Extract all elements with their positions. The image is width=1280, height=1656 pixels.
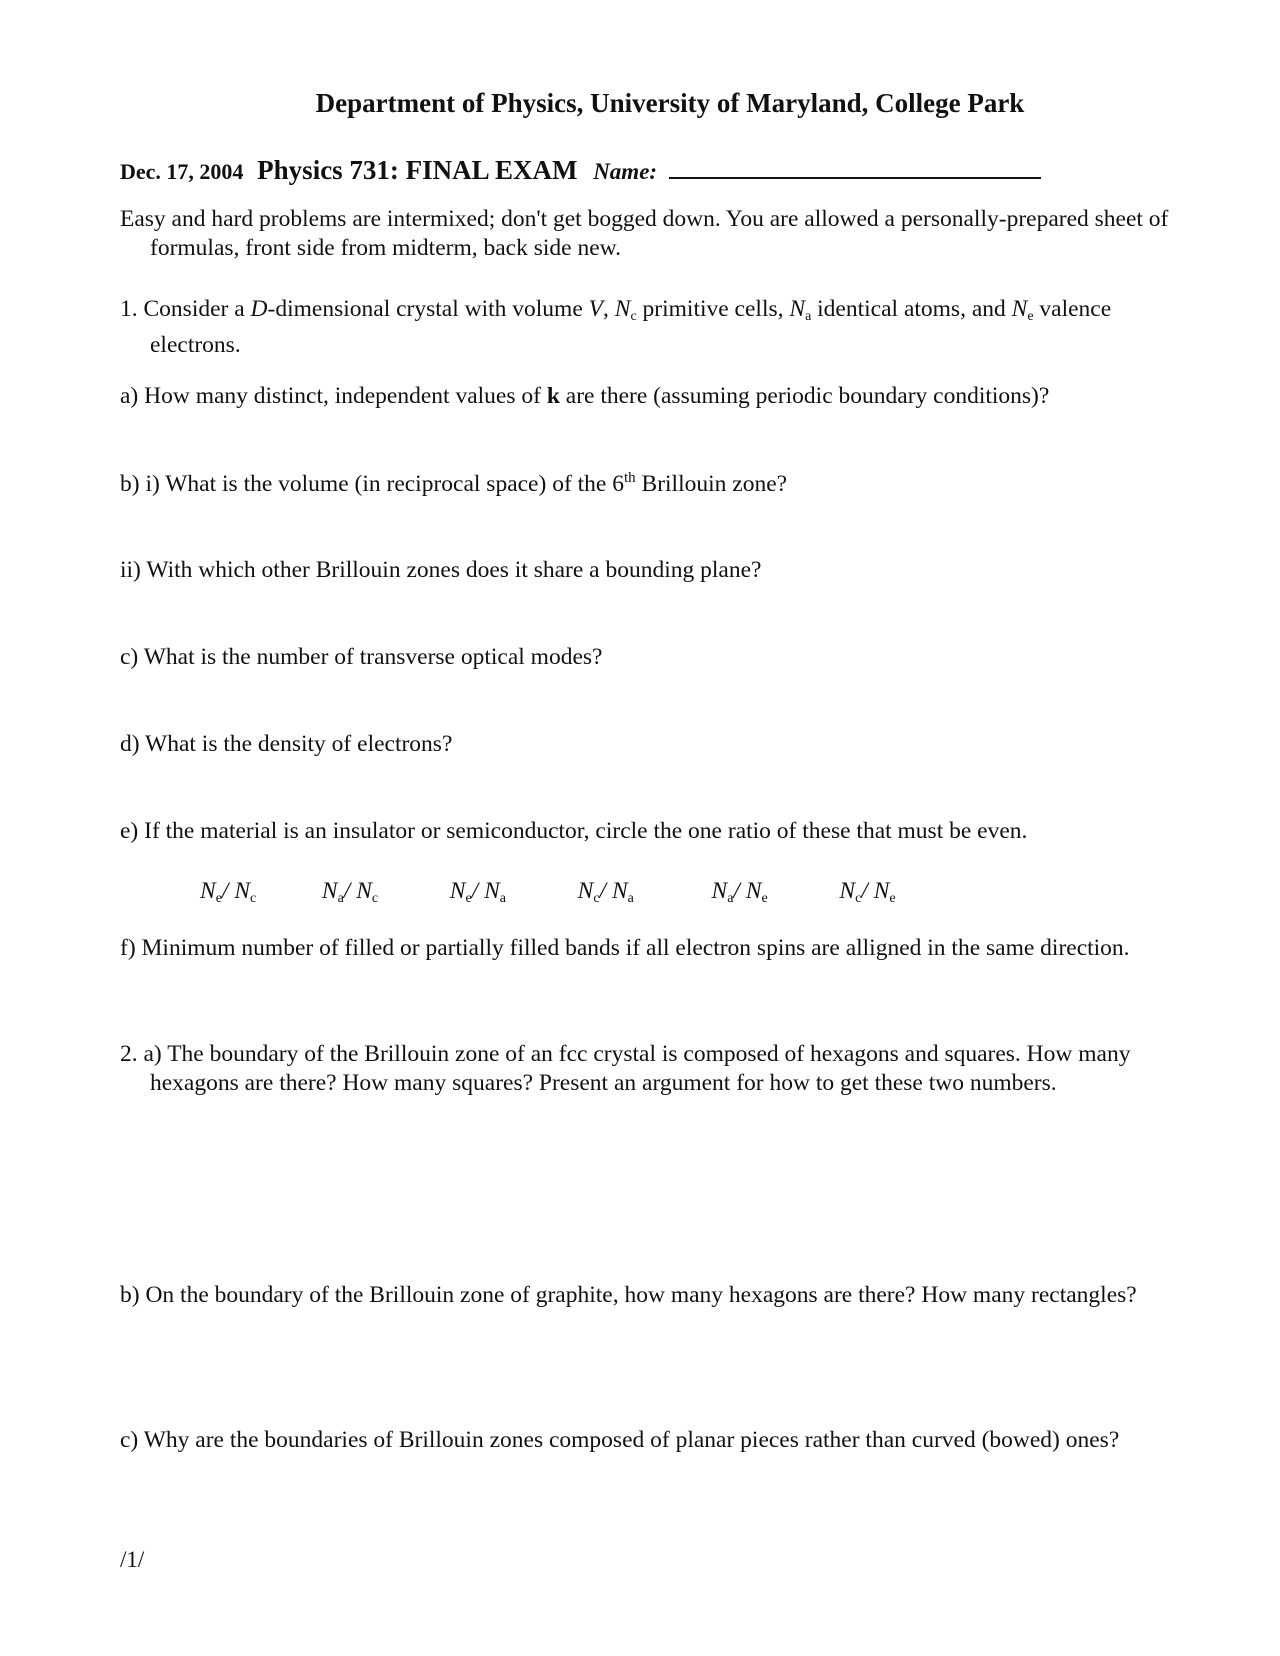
- ratio-numerator-subscript: e: [465, 891, 472, 906]
- ratio-denominator-subscript: a: [499, 891, 506, 906]
- ratio-denominator-subscript: a: [627, 891, 634, 906]
- ratio-denominator-subscript: e: [761, 891, 768, 906]
- question-1b-ii: ii) With which other Brillouin zones does it share a bounding plane?: [120, 557, 762, 583]
- ratio-denominator: N: [873, 878, 890, 904]
- question-2a: [120, 1040, 1270, 1098]
- problem-1-intro-line-2: electrons.: [150, 332, 241, 358]
- ratio-option[interactable]: [450, 878, 572, 907]
- var-V: V: [588, 296, 603, 322]
- ratio-numerator: N: [711, 878, 728, 904]
- text-segment: identical atoms, and: [811, 296, 1012, 322]
- ratio-slash: /: [599, 878, 612, 904]
- ratio-numerator-subscript: a: [337, 891, 344, 906]
- var-Na-subscript: a: [805, 309, 812, 324]
- var-Ne: N: [1011, 296, 1028, 322]
- problem-1-number: 1. Consider a: [120, 296, 251, 322]
- ratio-slash: /: [221, 878, 235, 904]
- course-title: Physics 731: FINAL EXAM: [257, 155, 578, 185]
- ratio-numerator-subscript: a: [727, 891, 734, 906]
- text-segment: ,: [603, 296, 615, 322]
- text-segment: valence: [1033, 296, 1112, 322]
- question-1e: e) If the material is an insulator or semiconductor, circle the one ratio of these that must be even.: [120, 818, 1028, 844]
- ratio-option[interactable]: [200, 878, 316, 907]
- ratio-numerator: N: [839, 878, 856, 904]
- ratio-slash: /: [733, 878, 746, 904]
- ratio-numerator-subscript: c: [855, 891, 862, 906]
- ordinal-superscript: th: [623, 470, 636, 486]
- text-segment: a) How many distinct, independent values of: [120, 383, 547, 409]
- exam-date: Dec. 17, 2004: [120, 159, 244, 184]
- ratio-option[interactable]: [322, 878, 444, 907]
- department-title: Department of Physics, University of Maryland, College Park: [315, 88, 1025, 118]
- text-segment: Brillouin zone?: [635, 471, 788, 497]
- question-2c: c) Why are the boundaries of Brillouin zones composed of planar pieces rather than curved (bowed) ones?: [120, 1427, 1120, 1453]
- ratio-slash: /: [861, 878, 874, 904]
- question-2b: b) On the boundary of the Brillouin zone of graphite, how many hexagons are there? How many rectangles?: [120, 1282, 1137, 1308]
- ratio-slash: /: [471, 878, 485, 904]
- name-blank-line: [669, 153, 1041, 179]
- ratio-option[interactable]: [712, 878, 834, 907]
- question-2a-line-1: 2. a) The boundary of the Brillouin zone of an fcc crystal is composed of hexagons and squares. How many: [120, 1041, 1131, 1067]
- problem-1-intro: [120, 295, 1270, 360]
- ratio-denominator: N: [356, 878, 372, 904]
- var-D: D: [250, 296, 268, 322]
- question-1f: f) Minimum number of filled or partially filled bands if all electron spins are alligned in the same direction.: [120, 935, 1130, 961]
- ratio-denominator-subscript: c: [371, 891, 379, 906]
- ratio-denominator: N: [484, 878, 500, 904]
- text-segment: b) i) What is the volume (in reciprocal space) of the 6: [120, 471, 624, 497]
- ratio-numerator-subscript: c: [593, 891, 600, 906]
- ratio-denominator: N: [234, 878, 250, 904]
- instructions-line-2: formulas, front side from midterm, back side new.: [150, 235, 621, 261]
- ratio-choices: [200, 878, 896, 907]
- question-1c: c) What is the number of transverse optical modes?: [120, 644, 603, 670]
- question-1d: d) What is the density of electrons?: [120, 731, 453, 757]
- name-label: Name:: [593, 159, 658, 184]
- ratio-numerator: N: [449, 878, 466, 904]
- instructions: [120, 205, 1270, 263]
- var-Ne-subscript: e: [1027, 309, 1034, 324]
- ratio-option[interactable]: [839, 878, 895, 907]
- var-k-bold: k: [546, 383, 560, 409]
- text-segment: are there (assuming periodic boundary conditions)?: [559, 383, 1050, 409]
- exam-header: [120, 153, 1041, 186]
- ratio-numerator: N: [200, 878, 216, 904]
- var-Nc: N: [614, 296, 631, 322]
- ratio-numerator-subscript: e: [215, 891, 222, 906]
- ratio-denominator: N: [745, 878, 762, 904]
- ratio-numerator: N: [321, 878, 338, 904]
- instructions-line-1: Easy and hard problems are intermixed; don't get bogged down. You are allowed a personally-prepared sheet of: [120, 206, 1169, 232]
- var-Nc-subscript: c: [630, 309, 637, 324]
- text-segment: -dimensional crystal with volume: [267, 296, 589, 322]
- ratio-denominator-subscript: e: [889, 891, 896, 906]
- text-segment: primitive cells,: [636, 296, 790, 322]
- var-Na: N: [789, 296, 806, 322]
- ratio-denominator: N: [611, 878, 628, 904]
- question-1a: [120, 383, 1049, 410]
- question-2a-line-2: hexagons are there? How many squares? Present an argument for how to get these two numbers.: [150, 1070, 1057, 1096]
- question-1b-i: [120, 470, 787, 498]
- ratio-option[interactable]: [578, 878, 706, 907]
- ratio-slash: /: [343, 878, 357, 904]
- ratio-numerator: N: [577, 878, 594, 904]
- ratio-denominator-subscript: c: [250, 891, 257, 906]
- page-number: /1/: [120, 1547, 145, 1572]
